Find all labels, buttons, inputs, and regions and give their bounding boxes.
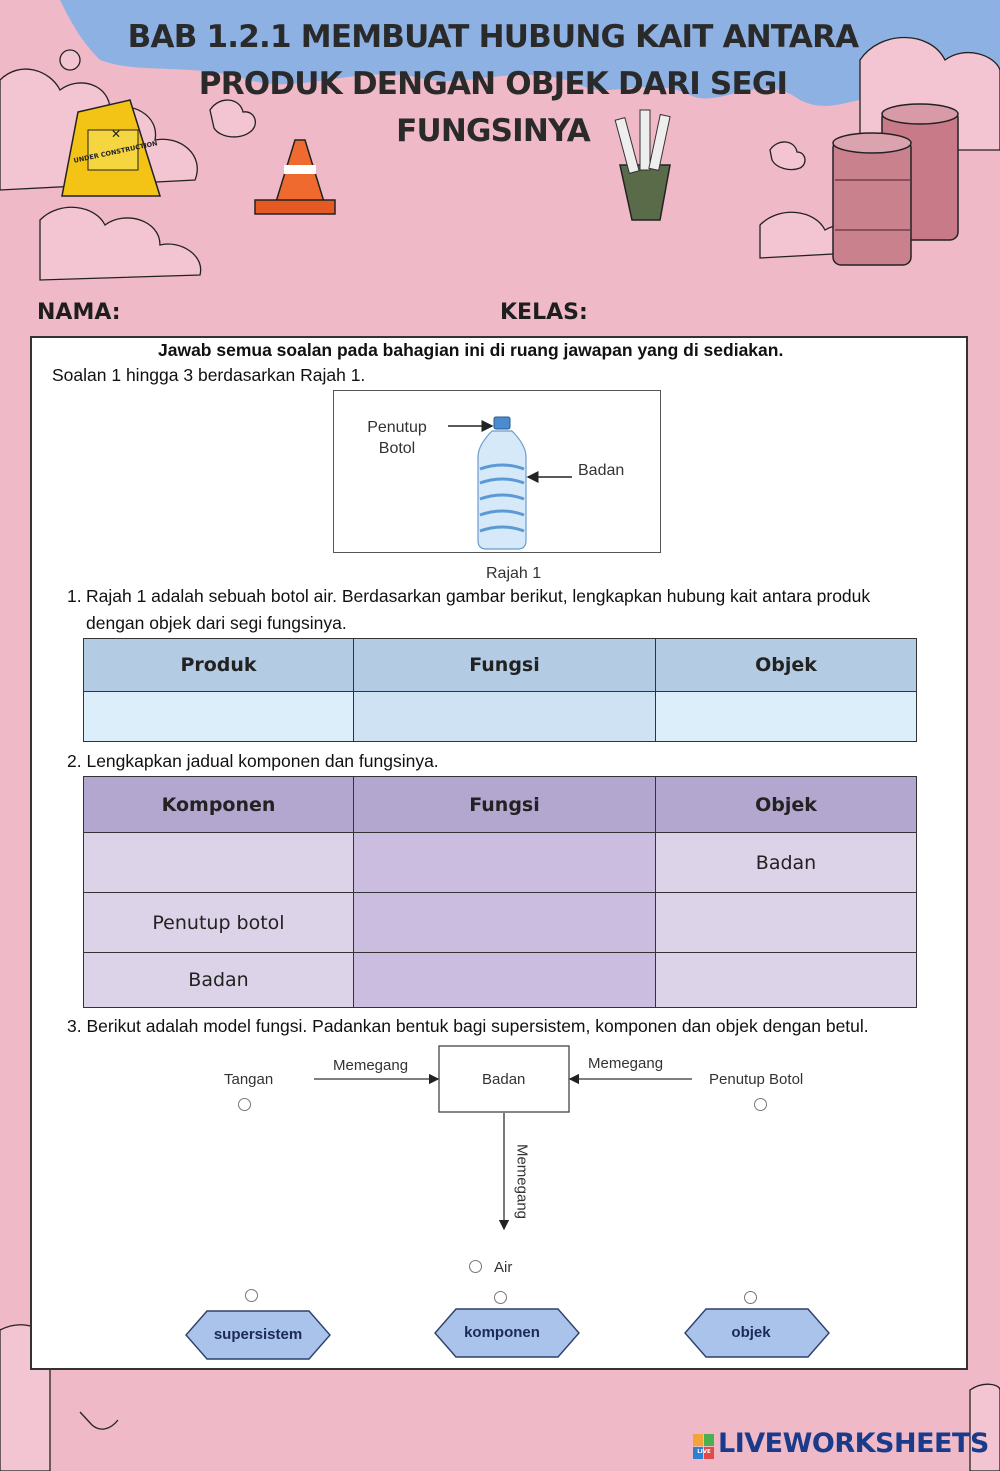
match-source-objek[interactable] <box>744 1291 757 1304</box>
answer-fungsi[interactable] <box>354 692 656 742</box>
label-penutup-botol: Penutup Botol <box>367 419 427 457</box>
header-objek: Objek <box>656 777 917 833</box>
match-source-komponen[interactable] <box>494 1291 507 1304</box>
answer-objek-3[interactable] <box>656 953 917 1008</box>
main-instruction: Jawab semua soalan pada bahagian ini di ruang jawapan yang di sediakan. <box>158 340 784 360</box>
svg-text:LIVE: LIVE <box>697 1449 711 1455</box>
label-badan: Badan <box>578 462 625 479</box>
label-memegang-right: Memegang <box>588 1055 664 1072</box>
answer-objek-2[interactable] <box>656 893 917 953</box>
table-q1 <box>83 638 917 742</box>
match-target-penutup-botol[interactable] <box>754 1098 767 1111</box>
option-objek[interactable]: objek <box>731 1324 771 1341</box>
label-air: Air <box>494 1259 513 1276</box>
answer-produk[interactable] <box>84 692 354 742</box>
cell-komponen-3: Badan <box>84 953 354 1008</box>
match-target-tangan[interactable] <box>238 1098 251 1111</box>
q2-text: 2. Lengkapkan jadual komponen dan fungsinya. <box>67 751 439 771</box>
answer-fungsi-1[interactable] <box>354 833 656 893</box>
label-badan-box: Badan <box>482 1071 526 1088</box>
svg-text:✕: ✕ <box>110 127 122 141</box>
liveworksheets-logo-icon <box>693 1434 715 1460</box>
header-objek: Objek <box>656 639 917 692</box>
figure-1 <box>333 390 661 553</box>
svg-text:UNDER CONSTRUCTION: UNDER CONSTRUCTION <box>72 139 159 165</box>
q3-text: 3. Berikut adalah model fungsi. Padankan bentuk bagi supersistem, komponen dan objek dengan betul. <box>67 1016 869 1036</box>
label-penutup-botol-diagram: Penutup Botol <box>709 1071 804 1088</box>
title-line-3: FUNGSINYA <box>396 113 590 149</box>
sign-text <box>72 127 159 176</box>
header-fungsi: Fungsi <box>354 639 656 692</box>
title-line-2: PRODUK DENGAN OBJEK DARI SEGI <box>198 66 788 102</box>
answer-fungsi-2[interactable] <box>354 893 656 953</box>
option-komponen[interactable]: komponen <box>464 1324 540 1341</box>
nama-label: NAMA: <box>37 300 121 325</box>
answer-fungsi-3[interactable] <box>354 953 656 1008</box>
header-komponen: Komponen <box>84 777 354 833</box>
kelas-label: KELAS: <box>500 300 588 325</box>
intro-text: Soalan 1 hingga 3 berdasarkan Rajah 1. <box>52 365 366 385</box>
q1-number: 1. <box>67 586 82 606</box>
answer-objek[interactable] <box>656 692 917 742</box>
header-fungsi: Fungsi <box>354 777 656 833</box>
title-line-1: BAB 1.2.1 MEMBUAT HUBUNG KAIT ANTARA <box>127 19 859 55</box>
label-memegang-down: Memegang <box>513 1143 531 1220</box>
liveworksheets-brand: LIVEWORKSHEETS <box>718 1428 989 1459</box>
answer-komponen-1[interactable] <box>84 833 354 893</box>
match-target-air[interactable] <box>469 1260 482 1273</box>
figure-1-caption: Rajah 1 <box>486 565 542 582</box>
match-source-supersistem[interactable] <box>245 1289 258 1302</box>
water-bottle-illustration <box>334 391 660 552</box>
label-memegang-left: Memegang <box>333 1057 409 1074</box>
function-model-diagram <box>220 1043 818 1281</box>
table-q2 <box>83 776 917 1008</box>
cell-komponen-2: Penutup botol <box>84 893 354 953</box>
q1-text: Rajah 1 adalah sebuah botol air. Berdasarkan gambar berikut, lengkapkan hubung kait antara produk dengan objek dari segi fungsinya. <box>86 586 871 633</box>
option-supersistem[interactable]: supersistem <box>213 1326 303 1343</box>
page-title <box>120 14 866 155</box>
header-produk: Produk <box>84 639 354 692</box>
cell-objek-1: Badan <box>656 833 917 893</box>
label-tangan: Tangan <box>224 1071 274 1088</box>
